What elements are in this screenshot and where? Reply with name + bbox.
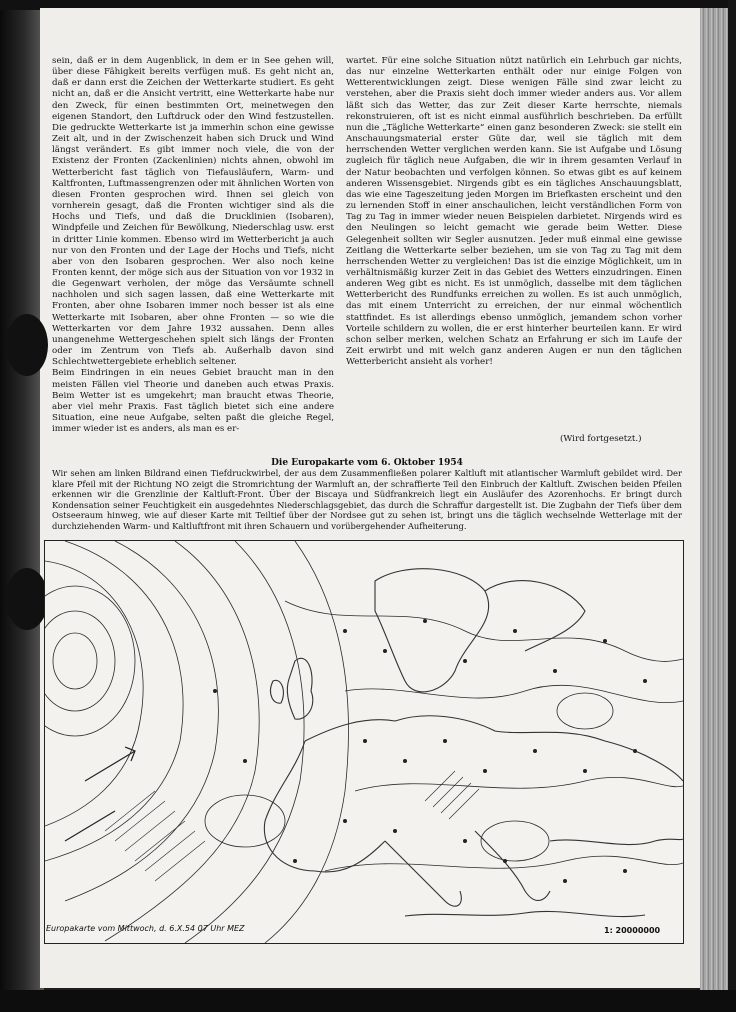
article-right-column (346, 56, 682, 368)
binder-hole (6, 314, 48, 376)
hatch-line (135, 821, 185, 861)
warm-air-arrow (85, 747, 135, 781)
right-shadow (728, 0, 736, 1012)
binding-shadow (0, 0, 44, 1012)
station-mark (553, 669, 557, 673)
station-mark (443, 739, 447, 743)
hatch-line (155, 841, 205, 881)
station-mark (463, 839, 467, 843)
station-mark (363, 739, 367, 743)
article-paragraph: sein, daß er in dem Augenblick, in dem er in See gehen will, über diese Fähigkeit bereits verfügen muß. Es geht nicht an, daß er dann erst die Zeichen der Wetterkarte studiert. Es geht nicht an, daß er die Ansicht vertritt, eine Wetterkarte habe nur den Zweck, für einen bestimmten Ort, meinetwegen den eigenen Standort, den Luftdruck oder den Wind festzustellen. Die gedruckte Wetterkarte ist ja immerhin schon eine gewisse Zeit alt, und in der Zwischenzeit haben sich Druck und Wind längst verändert. Es gibt immer noch viele, die von der Existenz der Fronten (Zackenlinien) nichts ahnen, obwohl im Wetterbericht fast täglich von Tiefausläufern, Warm- und Kaltfronten, Luftmassengrenzen oder mit ähnlichen Worten von diesen Fronten gesprochen wird. Ihnen sei gleich von vornherein gesagt, daß die Fronten wichtiger sind als die Hochs und Tiefs, und daß die Drucklinien (Isobaren), Windpfeile und Zeichen für Bewölkung, Niederschlag usw. erst in dritter Linie kommen. Ebenso wird im Wetterbericht ja auch nur von den Fronten und der Lage der Hochs und Tiefs, nicht aber von den Isobaren gesprochen. Wer also noch keine Fronten kennt, der möge sich aus der Situation von vor 1932 in die Gegenwart verholen, der möge das Versäumte schnell nachholen und sich sagen lassen, daß eine Wetterkarte mit Fronten, aber ohne Isobaren immer noch besser ist als eine Wetterkarte mit Isobaren, aber ohne Fronten — so wie die Wetterkarten vor dem Jahre 1932 aussahen. Denn alles unangenehme Wettergeschehen spielt sich längs der Fronten oder im Zentrum von Tiefs ab. Außerhalb davon sind Schlechtwettergebiete erheblich seltener. (52, 56, 334, 368)
isobar (345, 685, 683, 702)
isobar (481, 821, 549, 861)
station-mark (213, 689, 217, 693)
coastline (550, 839, 683, 845)
isobar (325, 856, 683, 871)
station-mark (343, 819, 347, 823)
station-mark (633, 749, 637, 753)
station-mark (483, 769, 487, 773)
station-mark (623, 869, 627, 873)
isobar (45, 586, 135, 736)
coastline (405, 911, 645, 916)
station-mark (503, 859, 507, 863)
station-mark (643, 679, 647, 683)
station-mark (583, 769, 587, 773)
station-mark (343, 629, 347, 633)
station-mark (533, 749, 537, 753)
coastline (287, 658, 312, 719)
map-caption-text: Wir sehen am linken Bildrand einen Tiefdruckwirbel, der aus dem Zusammenfließen polarer Kaltluft mit atlantischer Warmluft gebildet wird. Der klare Pfeil mit der Richtung NO zeigt die Stromrichtung der Warmluft an, der schraffierte Teil den Einbruch der Kaltluft. Zwischen beiden Pfeilen erkennen wir die Grenzlinie der Kaltluft-Front. Über der Biscaya und Südfrankreich liegt ein Ausläufer des Azorenhochs. Er bringt durch Kondensation seiner Feuchtigkeit ein ausgedehntes Niederschlagsgebiet, das durch die Schraffur dargestellt ist. Die Zugbahn der Tiefs über dem Ostseeraum hinweg, wie auf dieser Karte mit Teiltief über der Nordsee gut zu sehen ist, bringt uns die täglich wechselnde Wetterlage mit der durchziehenden Warm- und Kaltluftfront mit ihren Schauern und vorübergehender Aufheiterung. (52, 468, 682, 531)
hatch-line (105, 791, 155, 831)
isobar (65, 541, 218, 901)
isobar (355, 777, 683, 791)
isobar (45, 611, 115, 711)
station-marks (213, 619, 647, 883)
station-mark (463, 659, 467, 663)
map-caption-title: Die Europakarte vom 6. Oktober 1954 (271, 458, 463, 468)
station-mark (513, 629, 517, 633)
article-paragraph: wartet. Für eine solche Situation nützt natürlich ein Lehrbuch gar nichts, das nur einzelne Wetterkarten enthält oder nur einige Folgen von Wetterentwicklungen zeigt. Diese wenigen Fälle sind zwar leicht zu verstehen, aber die Praxis sieht doch immer wieder anders aus. Vor allem läßt sich das Wetter, das zur Zeit dieser Karte herrschte, niemals rekonstruieren, oft ist es nicht einmal ausführlich beschrieben. Da erfüllt nun die „Tägliche Wetterkarte“ einen ganz besonderen Zweck: sie stellt ein Anschauungsmaterial erster Güte dar, weil sie täglich mit dem herrschenden Wetter verglichen werden kann. Sie ist Aufgabe und Lösung zugleich für täglich neue Aufgaben, die wir in ihrem gesamten Verlauf in der Natur beobachten und verfolgen können. So etwas gibt es auf keinem anderen Wissensgebiet. Nirgends gibt es ein tägliches Anschauungsblatt, das wie eine Tageszeitung jeden Morgen im Briefkasten erscheint und den zu lernenden Stoff in einer anschaulichen, leicht verständlichen Form von Tag zu Tag in immer wieder neuen Beispielen darbietet. Nirgends wird es den Neulingen so leicht gemacht wie gerade beim Wetter. Diese Gelegenheit sollten wir Segler ausnutzen. Jeder muß einmal eine gewisse Zeitlang die Wetterkarte selber beziehen, um sie von Tag zu Tag mit dem herrschenden Wetter zu vergleichen! Das ist die einzige Möglichkeit, um in verhältnismäßig kurzer Zeit in das Gebiet des Wetters einzudringen. Einen anderen Weg gibt es nicht. Es ist unmöglich, dasselbe mit dem täglichen Wetterbericht des Rundfunks erreichen zu wollen. Es ist auch unmöglich, das mit einem Unterricht zu erreichen, der nur einmal wöchentlich stattfindet. Es ist allerdings ebenso unmöglich, jemandem schon vorher Vorteile schildern zu wollen, die er erst hinterher beurteilen kann. Er wird schon selber merken, welchen Schatz an Erfahrung er sich im Laufe der Zeit erwirbt und mit welch ganz anderen Augen er nun den täglichen Wetterbericht ansieht als vorher! (346, 56, 682, 368)
continuation-note: (Wird fortgesetzt.) (560, 434, 642, 444)
station-mark (383, 649, 387, 653)
isobar (53, 633, 97, 689)
station-mark (403, 759, 407, 763)
coastline (305, 716, 683, 781)
hatch-line (449, 789, 479, 819)
coastlines (264, 569, 683, 917)
station-mark (423, 619, 427, 623)
hatch-line (145, 831, 195, 871)
station-mark (243, 759, 247, 763)
isobar (45, 541, 183, 861)
station-mark (563, 879, 567, 883)
map-date-label: Europakarte vom Mittwoch, d. 6.X.54 07 Uhr MEZ (46, 924, 245, 933)
station-mark (603, 639, 607, 643)
isobar (45, 561, 143, 826)
hatch-line (115, 801, 165, 841)
coastline (385, 841, 461, 906)
isobar (105, 541, 259, 941)
station-mark (293, 859, 297, 863)
weather-map-drawing (45, 541, 683, 943)
cold-air-arrow (65, 811, 115, 841)
hatch-line (433, 777, 463, 807)
hatch-line (441, 783, 471, 813)
coastline (375, 569, 489, 692)
station-mark (393, 829, 397, 833)
binder-hole (6, 568, 48, 630)
map-scale-label: 1: 20000000 (604, 926, 661, 935)
coastline (271, 680, 284, 703)
weather-map (44, 540, 684, 944)
bottom-shadow (0, 990, 736, 1012)
isobar (557, 693, 613, 729)
article-paragraph: Beim Eindringen in ein neues Gebiet braucht man in den meisten Fällen viel Theorie und daneben auch etwas Praxis. Beim Wetter ist es umgekehrt; man braucht etwas Theorie, aber viel mehr Praxis. Fast täglich bietet sich eine andere Situation, eine neue Aufgabe, selten paßt die gleiche Regel, immer wieder ist es anders, als man es er- (52, 368, 334, 435)
hatch-line (425, 771, 455, 801)
article-left-column (52, 56, 334, 435)
coastline (264, 741, 385, 872)
